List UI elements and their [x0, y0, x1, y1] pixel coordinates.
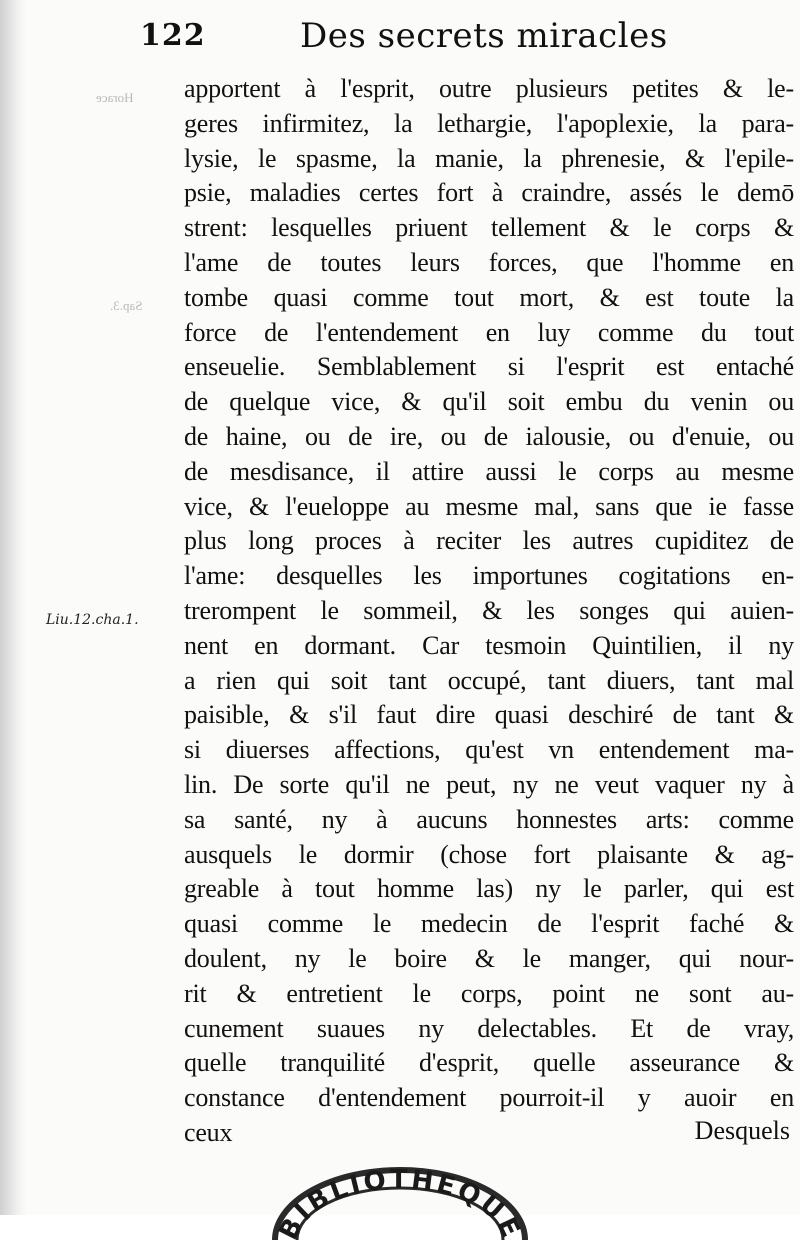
- bleed-through-text-top: [96, 90, 134, 106]
- text-line: cunement suaues ny delectables. Et de vray,: [184, 1013, 794, 1043]
- text-line: psie, maladies certes fort à craindre, assés le demō: [184, 178, 794, 208]
- text-line: sa santé, ny à aucuns honnestes arts: comme: [184, 804, 794, 834]
- page-header: [140, 12, 700, 62]
- text-line: strent: lesquelles priuent tellement & le corps &: [184, 213, 794, 243]
- text-line: vice, & l'eueloppe au mesme mal, sans que ie fasse: [184, 491, 794, 521]
- text-line: l'ame: desquelles les importunes cogitations en-: [184, 561, 794, 591]
- text-line: tombe quasi comme tout mort, & est toute la: [184, 282, 794, 312]
- text-line: force de l'entendement en luy comme du tout: [184, 317, 794, 347]
- text-line: de quelque vice, & qu'il soit embu du venin ou: [184, 387, 794, 417]
- text-line: a rien qui soit tant occupé, tant diuers, tant mal: [184, 665, 794, 695]
- text-line: nent en dormant. Car tesmoin Quintilien, il ny: [184, 630, 794, 660]
- text-line: rit & entretient le corps, point ne sont au-: [184, 978, 794, 1008]
- stamp-text-path: BIBLIOTHEQUE: [273, 1164, 527, 1245]
- text-line: quasi comme le medecin de l'esprit faché &: [184, 909, 794, 939]
- text-line: ceux: [184, 1117, 233, 1147]
- text-line: trerompent le sommeil, & les songes qui auien-: [184, 595, 794, 625]
- text-line: lysie, le spasme, la manie, la phrenesie, & l'epile-: [184, 143, 794, 173]
- text-line: apportent à l'esprit, outre plusieurs petites & le-: [184, 74, 794, 103]
- running-title: Des secrets miracles: [300, 16, 668, 56]
- text-line: constance d'entendement pourroit-il y auoir en: [184, 1083, 794, 1113]
- library-stamp-icon: [235, 1140, 565, 1260]
- bleed-through-text-middle: [110, 298, 143, 314]
- text-line: doulent, ny le boire & le manger, qui nour-: [184, 943, 794, 973]
- page-number: 122: [140, 18, 206, 53]
- text-line: enseuelie. Semblablement si l'esprit est entaché: [184, 352, 794, 382]
- text-line: paisible, & s'il faut dire quasi deschiré de tant &: [184, 700, 794, 730]
- text-line: greable à tout homme las) ny le parler, qui est: [184, 874, 794, 904]
- text-line: geres infirmitez, la lethargie, l'apoplexie, la para-: [184, 108, 794, 138]
- bleed-through-text-middle-label: Sap.3.: [110, 298, 143, 313]
- text-line: de haine, ou de ire, ou de ialousie, ou d'enuie, ou: [184, 421, 794, 451]
- margin-note-reference: Liu.12.cha.1.: [46, 612, 139, 628]
- text-line: l'ame de toutes leurs forces, que l'homme en: [184, 247, 794, 277]
- text-line: quelle tranquilité d'esprit, quelle asseurance &: [184, 1048, 794, 1078]
- text-line: ausquels le dormir (chose fort plaisante & ag-: [184, 839, 794, 869]
- page-gutter-shadow: [0, 0, 26, 1215]
- text-line: de mesdisance, il attire aussi le corps au mesme: [184, 456, 794, 486]
- body-text: [184, 72, 794, 1151]
- catchword: Desquels: [694, 1116, 790, 1145]
- stamp-text: [273, 1165, 526, 1245]
- text-line: plus long proces à reciter les autres cupiditez de: [184, 526, 794, 556]
- text-line: lin. De sorte qu'il ne peut, ny ne veut vaquer ny à: [184, 769, 794, 799]
- bleed-through-text-top-label: Horace: [96, 90, 134, 105]
- text-line: si diuerses affections, qu'est vn entendement ma-: [184, 735, 794, 765]
